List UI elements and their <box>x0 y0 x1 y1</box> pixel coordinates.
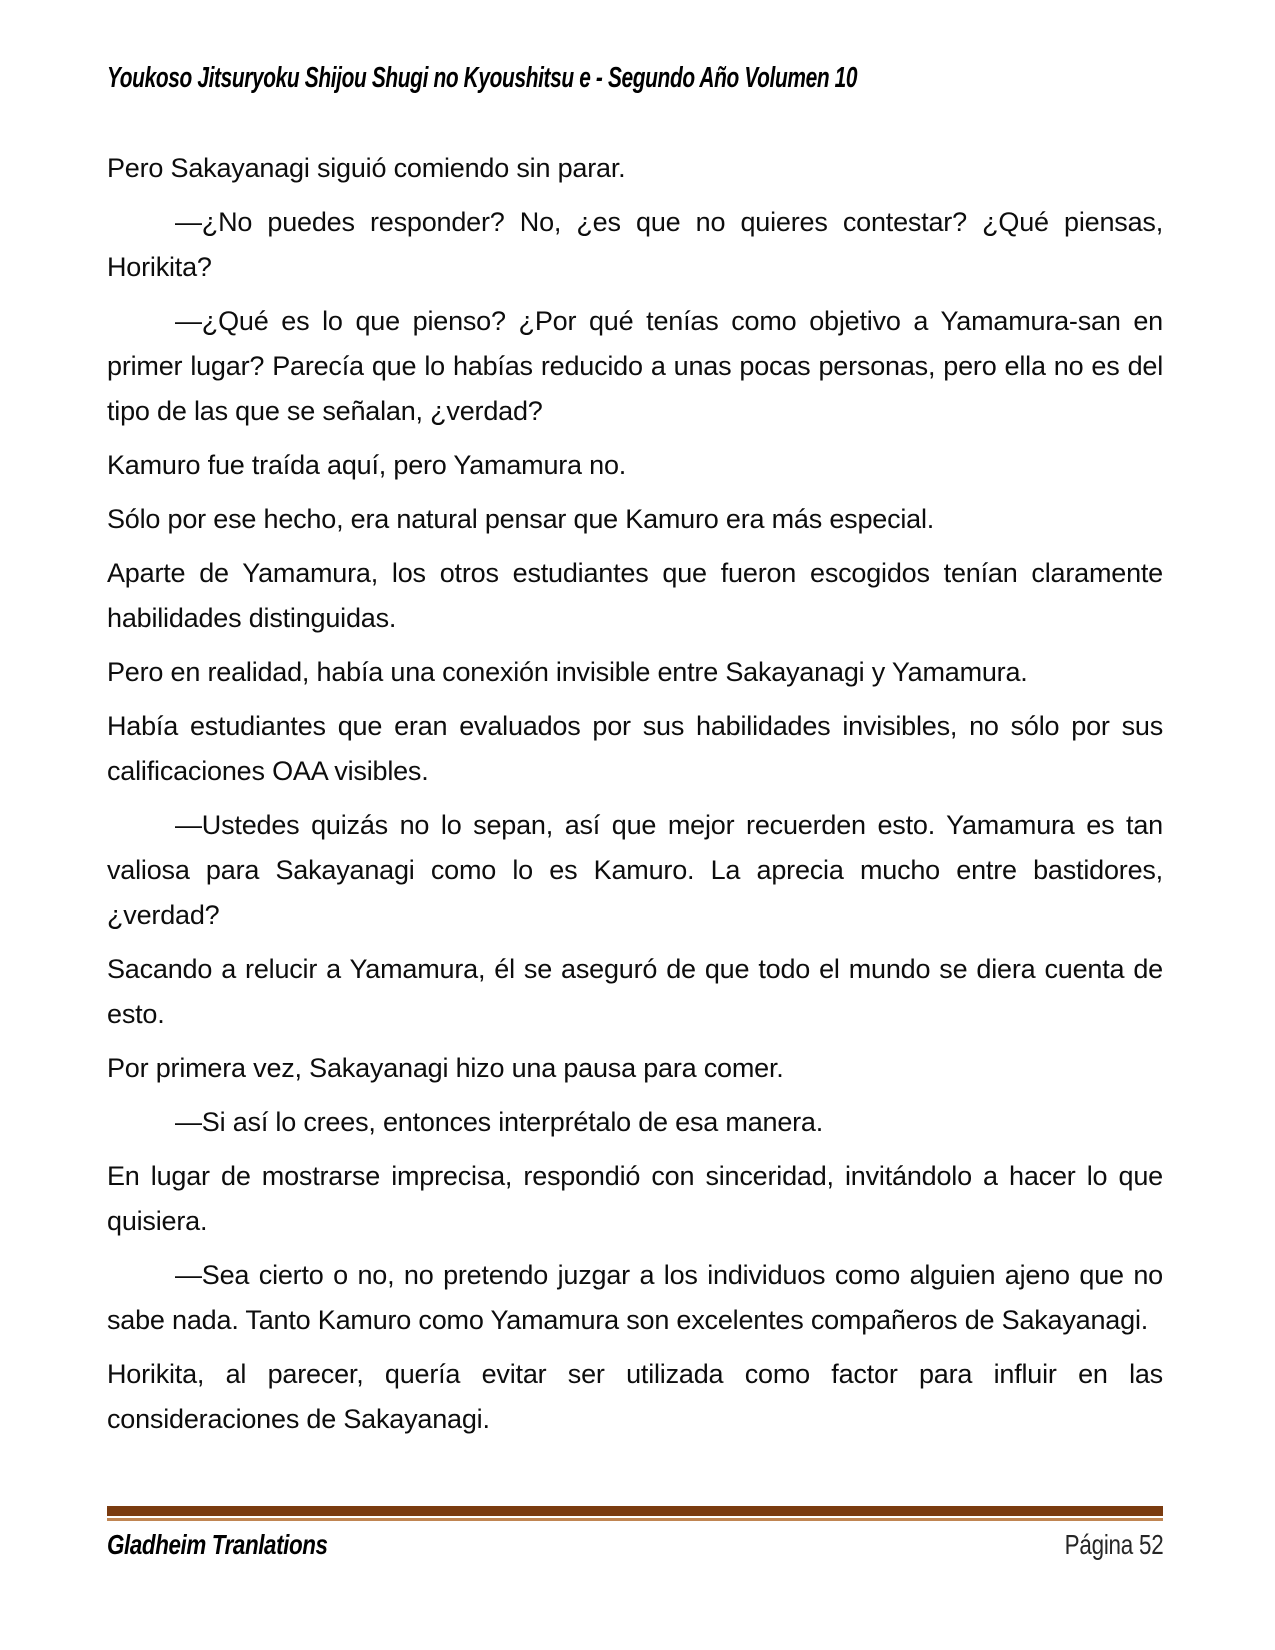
paragraph: En lugar de mostrarse imprecisa, respondió con sinceridad, invitándolo a hacer lo que quisiera. <box>107 1161 1163 1236</box>
footer-rule-thick <box>107 1506 1163 1516</box>
paragraph: Pero en realidad, había una conexión invisible entre Sakayanagi y Yamamura. <box>107 657 1028 687</box>
translator-credit: Gladheim Tranlations <box>107 1529 328 1560</box>
paragraph: Había estudiantes que eran evaluados por sus habilidades invisibles, no sólo por sus calificaciones OAA visibles. <box>107 711 1163 786</box>
document-title: Youkoso Jitsuryoku Shijou Shugi no Kyoushitsu e - Segundo Año Volumen 10 <box>107 62 858 94</box>
paragraph: —Si así lo crees, entonces interprétalo de esa manera. <box>175 1107 824 1137</box>
footer-rule-thin <box>107 1518 1163 1521</box>
paragraph: Sacando a relucir a Yamamura, él se aseguró de que todo el mundo se diera cuenta de esto. <box>107 954 1163 1029</box>
page-number: Página 52 <box>1064 1529 1163 1560</box>
paragraph: —Sea cierto o no, no pretendo juzgar a los individuos como alguien ajeno que no sabe nada. Tanto Kamuro como Yamamura son excelentes compañeros de Sakayanagi. <box>107 1260 1163 1335</box>
footer-row <box>107 1529 1163 1561</box>
paragraph: —Ustedes quizás no lo sepan, así que mejor recuerden esto. Yamamura es tan valiosa para Sakayanagi como lo es Kamuro. La aprecia mucho entre bastidores, ¿verdad? <box>107 810 1163 930</box>
paragraph: Kamuro fue traída aquí, pero Yamamura no. <box>107 450 627 480</box>
paragraph: Horikita, al parecer, quería evitar ser utilizada como factor para influir en las consideraciones de Sakayanagi. <box>107 1359 1163 1434</box>
paragraph: Aparte de Yamamura, los otros estudiantes que fueron escogidos tenían claramente habilidades distinguidas. <box>107 558 1163 633</box>
paragraph: —¿Qué es lo que pienso? ¿Por qué tenías como objetivo a Yamamura-san en primer lugar? Parecía que lo habías reducido a unas pocas personas, pero ella no es del tipo de las que se señalan, ¿verdad? <box>107 306 1163 426</box>
paragraph: Sólo por ese hecho, era natural pensar que Kamuro era más especial. <box>107 504 935 534</box>
page-footer <box>107 1506 1163 1561</box>
paragraph: —¿No puedes responder? No, ¿es que no quieres contestar? ¿Qué piensas, Horikita? <box>107 207 1163 282</box>
paragraph: Por primera vez, Sakayanagi hizo una pausa para comer. <box>107 1053 784 1083</box>
paragraph: Pero Sakayanagi siguió comiendo sin parar. <box>107 153 626 183</box>
body-text <box>107 146 1163 1451</box>
page-header <box>107 62 1163 95</box>
